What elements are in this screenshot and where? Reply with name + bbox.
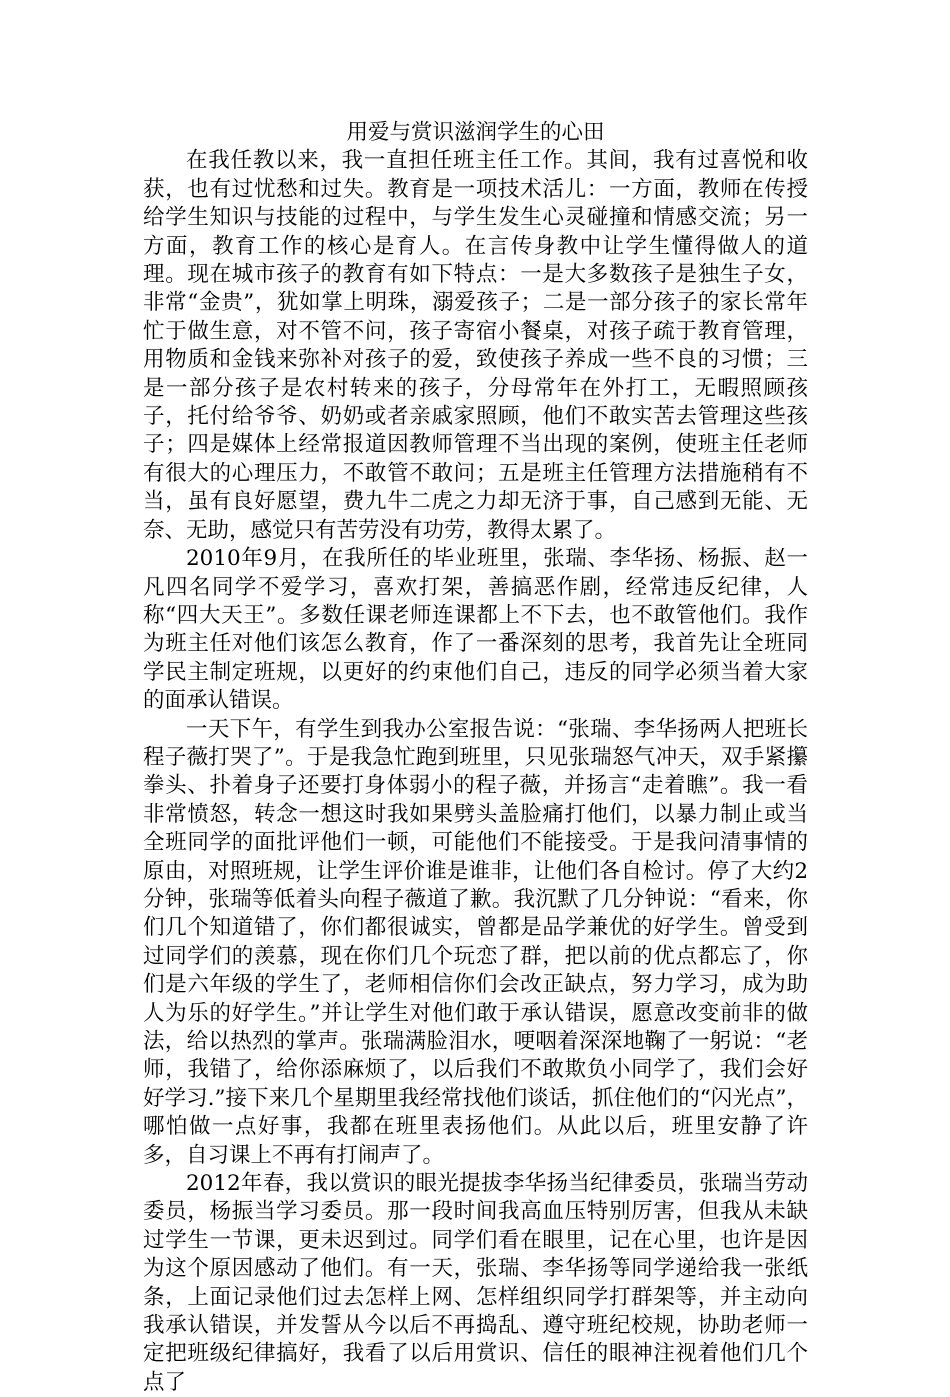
paragraph-2012: 2012年春，我以赏识的眼光提拔李华扬当纪律委员，张瑞当劳动委员，杨振当学习委员。那一段时间我高血压特别厉害，但我从未缺过学生一节课，更未迟到过。同学们看在眼里，记在心里，也许是因为这个原因感动了他们。有一天，张瑞、李华扬等同学递给我一张纸条，上面记录他们过去怎样上网、怎样组织同学打群架等，并主动向我承认错误，并发誓从今以后不再捣乱、遵守班纪校规，协助老师一定把班级纪律搞好，我看了以后用赏识、信任的眼神注视着他们几个点了 xyxy=(143,1171,808,1395)
paragraph-intro: 在我任教以来，我一直担任班主任工作。其间，我有过喜悦和收获，也有过忧愁和过失。教育是一项技术活儿：一方面，教师在传授给学生知识与技能的过程中，与学生发生心灵碰撞和情感交流；另一方面，教育工作的核心是育人。在言传身教中让学生懂得做人的道理。现在城市孩子的教育有如下特点：一是大多数孩子是独生子女，非常“金贵”，犹如掌上明珠，溺爱孩子；二是一部分孩子的家长常年忙于做生意，对不管不问，孩子寄宿小餐桌，对孩子疏于教育管理，用物质和金钱来弥补对孩子的爱，致使孩子养成一些不良的习惯；三是一部分孩子是农村转来的孩子，分母常年在外打工，无暇照顾孩子，托付给爷爷、奶奶或者亲戚家照顾，他们不敢实苦去管理这些孩子；四是媒体上经常报道因教师管理不当出现的案例，使班主任老师有很大的心理压力，不敢管不敢问；五是班主任管理方法措施稍有不当，虽有良好愿望，费九牛二虎之力却无济于事，自己感到无能、无奈、无助，感觉只有苦劳没有功劳，教得太累了。 xyxy=(143,148,808,543)
document-body xyxy=(143,119,808,1397)
document-title: 用爱与赏识滋润学生的心田 xyxy=(346,120,605,145)
paragraph-afternoon-incident: 一天下午，有学生到我办公室报告说：“张瑞、李华扬两人把班长程子薇打哭了”。于是我急忙跑到班里，只见张瑞怒气冲天，双手紧攥拳头、扑着身子还要打身体弱小的程子薇，并扬言“走着瞧”。我一看非常愤怒，转念一想这时我如果劈头盖脸痛打他们，以暴力制止或当全班同学的面批评他们一顿，可能他们不能接受。于是我问清事情的原由，对照班规，让学生评价谁是谁非，让他们各自检讨。停了大约2 分钟，张瑞等低着头向程子薇道了歉。我沉默了几分钟说：“看来，你们几个知道错了，你们都很诚实，曾都是品学兼优的好学生。曾受到过同学们的羡慕，现在你们几个玩恋了群，把以前的优点都忘了，你们是六年级的学生了，老师相信你们会改正缺点，努力学习，成为助人为乐的好学生。”并让学生对他们敢于承认错误，愿意改变前非的做法，给以热烈的掌声。张瑞满脸泪水，哽咽着深深地鞠了一躬说：“老师，我错了，给你添麻烦了，以后我们不敢欺负小同学了，我们会好好学习.”接下来几个星期里我经常找他们谈话，抓住他们的“闪光点”，哪怕做一点好事，我都在班里表扬他们。从此以后，班里安静了许多，自习课上不再有打闹声了。 xyxy=(143,716,808,1168)
paragraph-2010: 2010年9月，在我所任的毕业班里，张瑞、李华扬、杨振、赵一凡四名同学不爱学习，喜欢打架，善搞恶作剧，经常违反纪律，人称“四大天王”。多数任课老师连课都上不下去，也不敢管他们。我作为班主任对他们该怎么教育，作了一番深刻的思考，我首先让全班同学民主制定班规，以更好的约束他们自己，违反的同学必须当着大家的面承认错误。 xyxy=(143,546,808,714)
